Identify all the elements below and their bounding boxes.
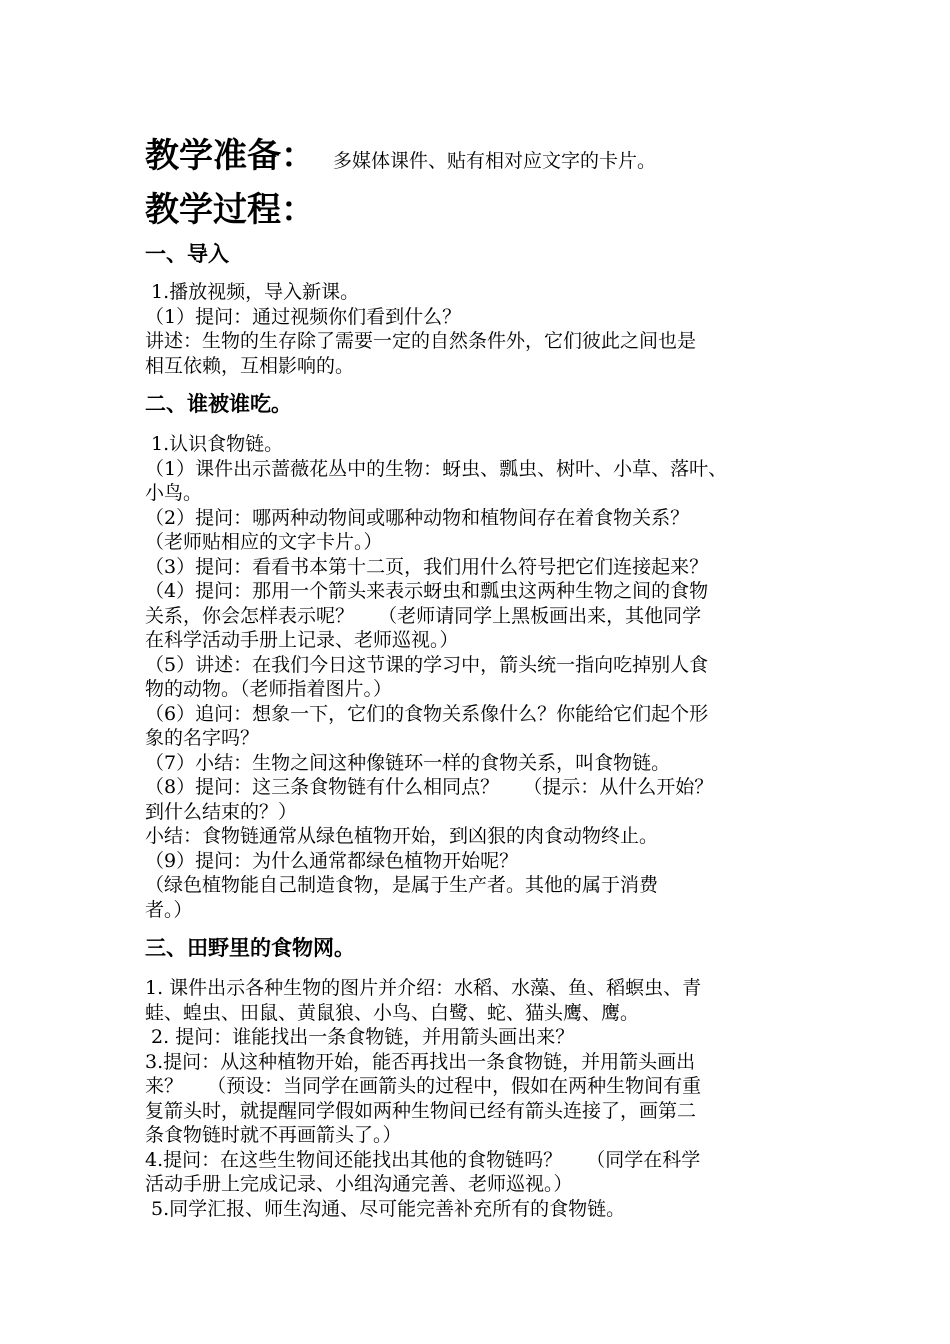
paragraph: 4.提问：在这些生物间还能找出其他的食物链吗？ （同学在科学 — [145, 1148, 701, 1171]
paragraph: 活动手册上完成记录、小组沟通完善、老师巡视。） — [145, 1173, 573, 1195]
paragraph: 物的动物。（老师指着图片。） — [145, 678, 393, 700]
paragraph: （3）提问：看看书本第十二页，我们用什么符号把它们连接起来？ — [145, 555, 709, 578]
paragraph: （老师贴相应的文字卡片。） — [145, 531, 383, 553]
paragraph: （5）讲述：在我们今日这节课的学习中，箭头统一指向吃掉别人食 — [145, 653, 709, 676]
paragraph: （1）提问：通过视频你们看到什么？ — [145, 305, 462, 328]
paragraph: 3.提问：从这种植物开始，能否再找出一条食物链，并用箭头画出 — [145, 1050, 696, 1073]
paragraph: 小鸟。 — [145, 482, 203, 504]
section-1-body — [145, 280, 825, 378]
paragraph: 复箭头时，就提醒同学假如两种生物间已经有箭头连接了，画第二 — [145, 1099, 697, 1122]
paragraph: 5.同学汇报、师生沟通、尽可能完善补充所有的食物链。 — [145, 1197, 626, 1220]
section-3-body — [145, 976, 825, 1221]
paragraph: 条食物链时就不再画箭头了。） — [145, 1124, 402, 1146]
section-1-title: 一、导入 — [145, 242, 229, 266]
paragraph: （7）小结：生物之间这种像链环一样的食物关系，叫食物链。 — [145, 751, 671, 774]
paragraph: 在科学活动手册上记录、老师巡视。） — [145, 629, 459, 651]
paragraph: 讲述：生物的生存除了需要一定的自然条件外，它们彼此之间也是 — [145, 330, 697, 352]
paragraph: 到什么结束的？） — [145, 800, 298, 823]
preparation-heading: 教学准备： — [145, 136, 315, 176]
paragraph: 来？ （预设：当同学在画箭头的过程中，假如在两种生物间有重 — [145, 1075, 702, 1097]
section-3-title: 三、田野里的食物网。 — [145, 936, 355, 960]
paragraph: （4）提问：那用一个箭头来表示蚜虫和瓢虫这两种生物之间的食物 — [145, 580, 709, 602]
paragraph: 象的名字吗？ — [145, 727, 260, 749]
document-content — [145, 128, 825, 1221]
paragraph: （8）提问：这三条食物链有什么相同点？ （提示：从什么开始？ — [145, 776, 714, 798]
paragraph: 关系，你会怎样表示呢？ （老师请同学上黑板画出来，其他同学 — [145, 604, 702, 627]
paragraph: （2）提问：哪两种动物间或哪种动物和植物间存在着食物关系？ — [145, 506, 690, 529]
paragraph: 1.播放视频，导入新课。 — [145, 281, 360, 303]
paragraph: （绿色植物能自己制造食物，是属于生产者。其他的属于消费 — [145, 874, 659, 896]
process-heading: 教学过程： — [145, 190, 315, 230]
paragraph: 蛙、蝗虫、田鼠、黄鼠狼、小鸟、白鹭、蛇、猫头鹰、鹰。 — [145, 1001, 640, 1024]
paragraph: 小结：食物链通常从绿色植物开始，到凶狠的肉食动物终止。 — [145, 825, 659, 847]
paragraph: 2. 提问：谁能找出一条食物链，并用箭头画出来？ — [145, 1026, 575, 1048]
paragraph: （1）课件出示蔷薇花丛中的生物：蚜虫、瓢虫、树叶、小草、落叶、 — [145, 457, 728, 480]
paragraph: 1. 课件出示各种生物的图片并介绍：水稻、水藻、鱼、稻螟虫、青 — [145, 977, 702, 999]
teaching-process — [145, 182, 825, 232]
paragraph: （9）提问：为什么通常都绿色植物开始呢？ — [145, 849, 519, 872]
paragraph: 者。） — [145, 898, 193, 921]
teaching-preparation — [145, 128, 825, 178]
paragraph: 1.认识食物链。 — [145, 433, 284, 455]
section-2-body — [145, 432, 825, 922]
section-2-title: 二、谁被谁吃。 — [145, 392, 292, 416]
preparation-text: 多媒体课件、贴有相对应文字的卡片。 — [333, 150, 657, 172]
paragraph: 相互依赖，互相影响的。 — [145, 354, 355, 377]
paragraph: （6）追问：想象一下，它们的食物关系像什么？你能给它们起个形 — [145, 702, 709, 725]
